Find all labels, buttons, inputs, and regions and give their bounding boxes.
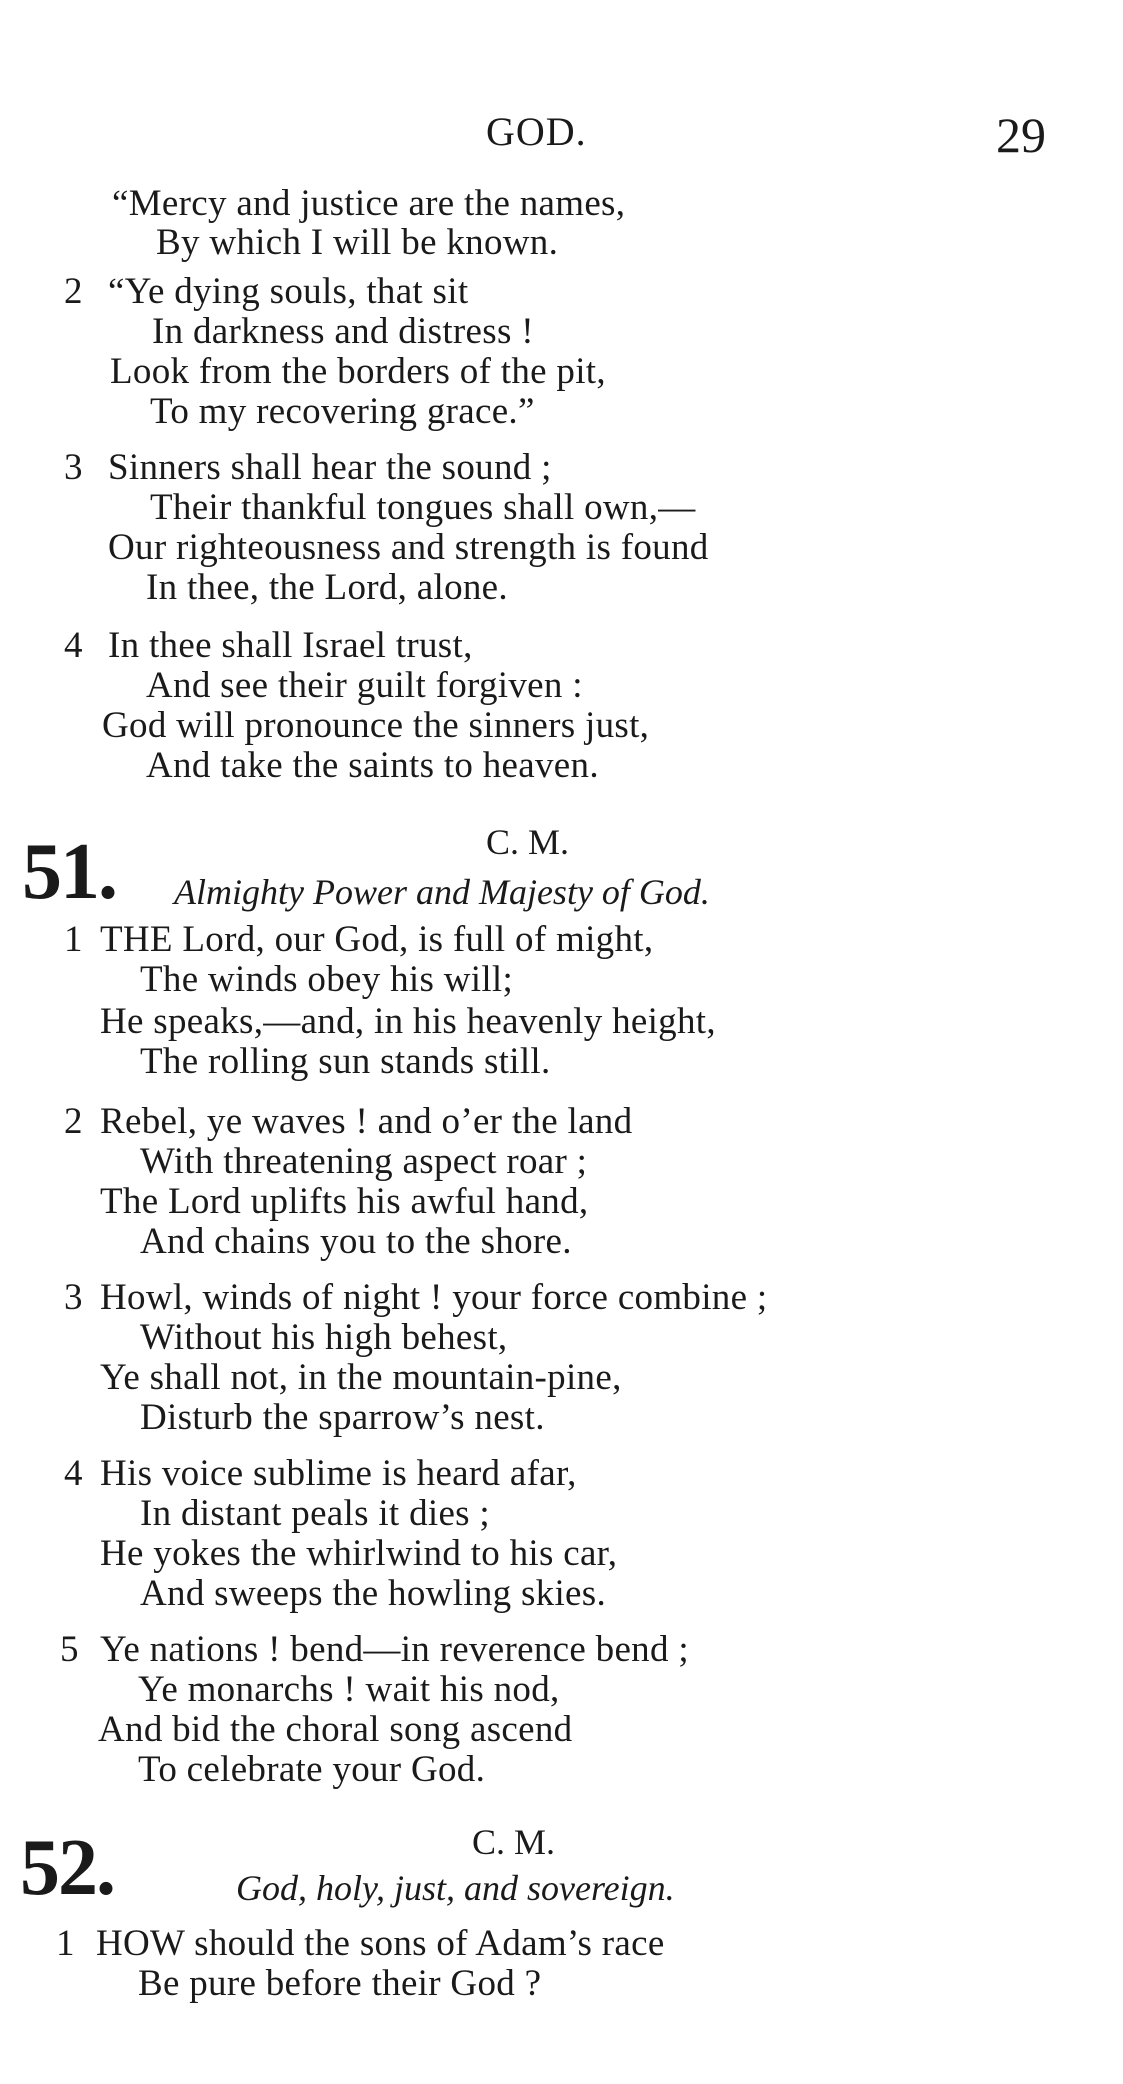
stanza-number: 3 — [64, 447, 83, 488]
verse-line: In distant peals it dies ; — [140, 1493, 490, 1534]
verse-line: Rebel, ye waves ! and o’er the land — [100, 1101, 633, 1142]
verse-line: Be pure before their God ? — [138, 1963, 542, 2004]
verse-line: Look from the borders of the pit, — [110, 351, 606, 392]
stanza-number: 1 — [64, 919, 83, 960]
verse-line: To celebrate your God. — [138, 1749, 486, 1790]
verse-line: Sinners shall hear the sound ; — [108, 447, 552, 488]
verse-line: In darkness and distress ! — [152, 311, 534, 352]
verse-line: Ye nations ! bend—in reverence bend ; — [100, 1629, 689, 1670]
verse-line: Without his high behest, — [140, 1317, 508, 1358]
verse-line: In thee shall Israel trust, — [108, 625, 473, 666]
hymn-number: 52. — [20, 1824, 114, 1912]
verse-line: God will pronounce the sinners just, — [102, 705, 650, 746]
stanza-number: 5 — [60, 1629, 79, 1670]
stanza-number: 4 — [64, 625, 83, 666]
stanza-number: 2 — [64, 1101, 83, 1142]
stanza-number: 2 — [64, 271, 83, 312]
verse-line: And see their guilt forgiven : — [146, 665, 583, 706]
verse-line: “Ye dying souls, that sit — [108, 271, 469, 312]
hymn-number: 51. — [22, 828, 116, 916]
verse-line: THE Lord, our God, is full of might, — [100, 919, 654, 960]
stanza-number: 4 — [64, 1453, 83, 1494]
verse-line: Our righteousness and strength is found — [108, 527, 709, 568]
verse-line: And bid the choral song ascend — [98, 1709, 573, 1750]
verse-line: The rolling sun stands still. — [140, 1041, 551, 1082]
verse-line: Their thankful tongues shall own,— — [150, 487, 696, 528]
verse-line: Howl, winds of night ! your force combine ; — [100, 1277, 768, 1318]
verse-line: Ye shall not, in the mountain-pine, — [100, 1357, 622, 1398]
hymn-meter: C. M. — [472, 1822, 556, 1862]
running-header: GOD. — [486, 109, 587, 154]
verse-line: With threatening aspect roar ; — [140, 1141, 588, 1182]
verse-line: By which I will be known. — [156, 222, 559, 263]
verse-line: HOW should the sons of Adam’s race — [96, 1923, 665, 1964]
verse-line: The winds obey his will; — [140, 959, 514, 1000]
page-number: 29 — [996, 107, 1046, 163]
hymn-meter: C. M. — [486, 822, 570, 862]
verse-line: To my recovering grace.” — [150, 391, 535, 432]
verse-line: He yokes the whirlwind to his car, — [100, 1533, 618, 1574]
stanza-number: 3 — [64, 1277, 83, 1318]
verse-line: He speaks,—and, in his heavenly height, — [100, 1001, 716, 1042]
stanza-number: 1 — [56, 1923, 75, 1964]
verse-line: In thee, the Lord, alone. — [146, 567, 508, 608]
verse-line: And sweeps the howling skies. — [140, 1573, 607, 1614]
verse-line: The Lord uplifts his awful hand, — [100, 1181, 589, 1222]
hymn-title: Almighty Power and Majesty of God. — [174, 872, 710, 912]
verse-line: Disturb the sparrow’s nest. — [140, 1397, 545, 1438]
verse-line: His voice sublime is heard afar, — [100, 1453, 577, 1494]
verse-line: And chains you to the shore. — [140, 1221, 572, 1262]
verse-line: “Mercy and justice are the names, — [112, 183, 626, 224]
verse-line: Ye monarchs ! wait his nod, — [138, 1669, 560, 1710]
hymn-title: God, holy, just, and sovereign. — [236, 1868, 675, 1908]
verse-line: And take the saints to heaven. — [146, 745, 599, 786]
